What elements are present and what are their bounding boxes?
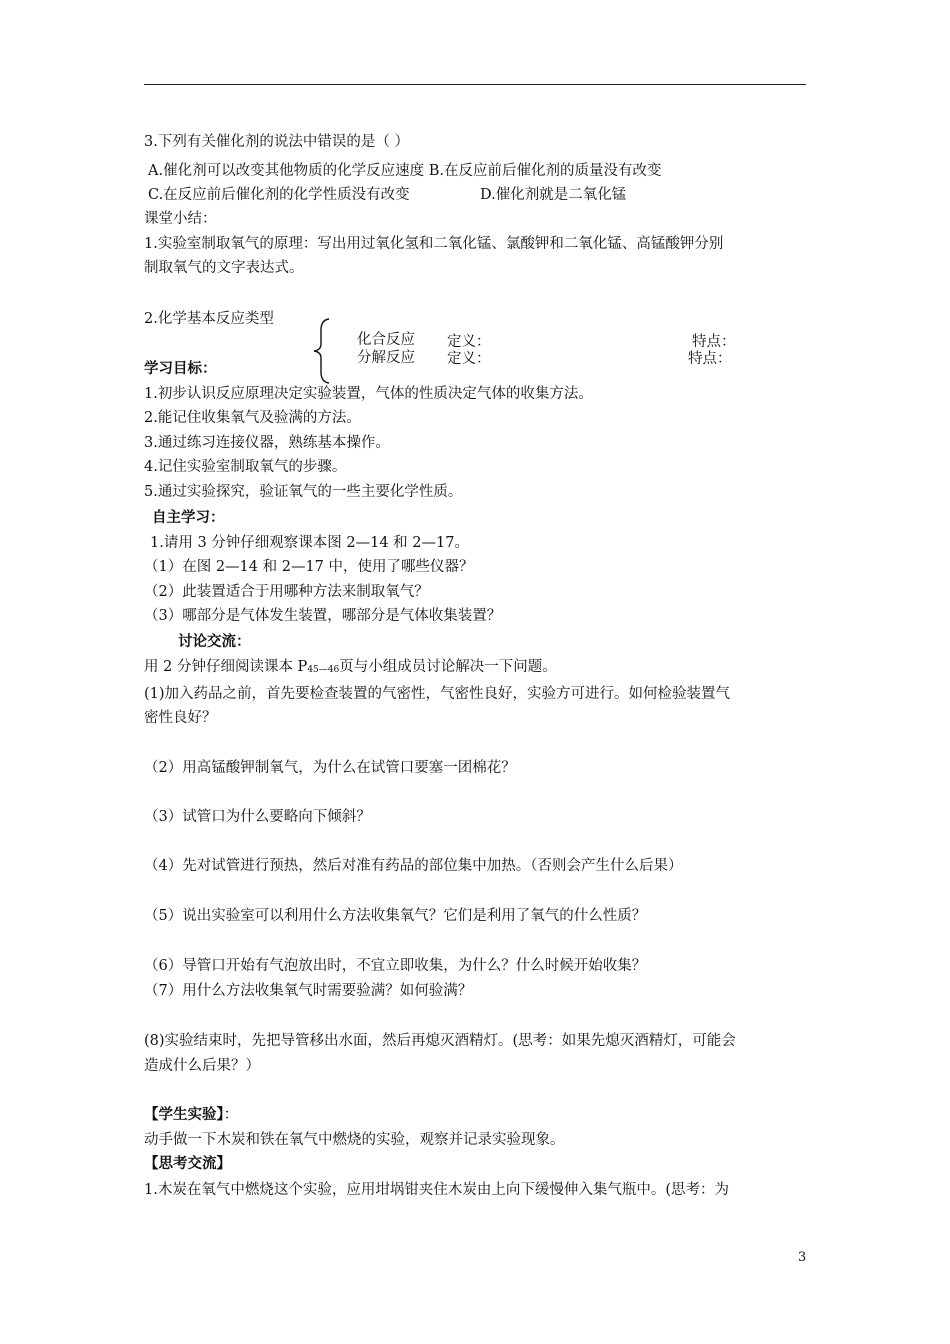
header-rule xyxy=(144,84,806,85)
self-study-item: 1.请用 3 分钟仔细观察课本图 2—14 和 2—17。 xyxy=(150,535,469,551)
q3-options-ab: A.催化剂可以改变其他物质的化学反应速度 B.在反应前后催化剂的质量没有改变 xyxy=(148,163,662,179)
decomposition-definition: 定义： xyxy=(447,351,491,367)
summary-item1-line2: 制取氧气的文字表达式。 xyxy=(144,260,304,276)
combination-feature: 特点： xyxy=(692,334,736,350)
discussion-q5: （5）说出实验室可以利用什么方法收集氧气？它们是利用了氧气的什么性质？ xyxy=(144,908,647,924)
discussion-intro-pages: 45—46 xyxy=(307,665,340,675)
combination-definition: 定义： xyxy=(447,334,491,350)
summary-heading: 课堂小结： xyxy=(144,211,217,227)
discussion-q4: （4）先对试管进行预热，然后对准有药品的部位集中加热。（否则会产生什么后果） xyxy=(144,858,683,874)
self-study-heading: 自主学习： xyxy=(152,509,225,526)
curly-brace-icon xyxy=(312,318,332,384)
discussion-q8-line2: 造成什么后果？） xyxy=(144,1058,260,1074)
student-experiment-text: 动手做一下木炭和铁在氧气中燃烧的实验，观察并记录实验现象。 xyxy=(144,1132,565,1148)
discussion-intro xyxy=(144,657,557,680)
combination-reaction: 化合反应 xyxy=(357,332,415,348)
discussion-q2: （2）用高锰酸钾制氧气，为什么在试管口要塞一团棉花？ xyxy=(144,760,516,776)
discussion-intro-post: 页与小组成员讨论解决一下问题。 xyxy=(339,659,557,675)
decomposition-feature: 特点： xyxy=(688,351,732,367)
think-item1: 1.木炭在氧气中燃烧这个实验，应用坩埚钳夹住木炭由上向下缓慢伸入集气瓶中。(思考：为 xyxy=(144,1182,729,1198)
think-heading: 【思考交流】 xyxy=(144,1155,231,1172)
summary-item1-line1: 1.实验室制取氧气的原理：写出用过氧化氢和二氧化锰、氯酸钾和二氧化锰、高锰酸钾分别 xyxy=(144,236,724,252)
q3-stem: 3.下列有关催化剂的说法中错误的是（ ） xyxy=(144,134,409,150)
goal-item: 1.初步认识反应原理决定实验装置，气体的性质决定气体的收集方法。 xyxy=(144,386,593,402)
goal-item: 4.记住实验室制取氧气的步骤。 xyxy=(144,459,347,475)
summary-item2: 2.化学基本反应类型 xyxy=(144,311,274,327)
decomposition-reaction: 分解反应 xyxy=(357,350,415,366)
discussion-q1-line1: (1)加入药品之前，首先要检查装置的气密性，气密性良好，实验方可进行。如何检验装置气 xyxy=(144,686,731,702)
student-experiment-heading-row xyxy=(144,1105,238,1125)
q3-option-d: D.催化剂就是二氧化锰 xyxy=(480,187,627,203)
discussion-q8-line1: (8)实验结束时，先把导管移出水面，然后再熄灭酒精灯。(思考：如果先熄灭酒精灯，可能会 xyxy=(144,1033,736,1049)
goals-heading: 学习目标： xyxy=(144,360,217,377)
student-experiment-colon: ： xyxy=(223,1107,239,1123)
discussion-heading: 讨论交流： xyxy=(178,633,251,650)
discussion-q1-line2: 密性良好？ xyxy=(144,710,217,726)
discussion-q7: （7）用什么方法收集氧气时需要验满？如何验满？ xyxy=(144,983,473,999)
page-number: 3 xyxy=(798,1250,807,1265)
self-study-item: （1）在图 2—14 和 2—17 中，使用了哪些仪器？ xyxy=(144,559,474,575)
q3-option-c: C.在反应前后催化剂的化学性质没有改变 xyxy=(148,187,410,203)
student-experiment-heading: 【学生实验】 xyxy=(144,1106,224,1123)
goal-item: 5.通过实验探究，验证氧气的一些主要化学性质。 xyxy=(144,484,463,500)
goal-item: 2.能记住收集氧气及验满的方法。 xyxy=(144,410,361,426)
discussion-q6: （6）导管口开始有气泡放出时，不宜立即收集，为什么？什么时候开始收集？ xyxy=(144,958,647,974)
goal-item: 3.通过练习连接仪器，熟练基本操作。 xyxy=(144,435,390,451)
self-study-item: （3）哪部分是气体发生装置，哪部分是气体收集装置？ xyxy=(144,608,502,624)
discussion-intro-pre: 用 2 分钟仔细阅读课本 P xyxy=(144,659,308,675)
discussion-q3: （3）试管口为什么要略向下倾斜？ xyxy=(144,809,371,825)
self-study-item: （2）此装置适合于用哪种方法来制取氧气？ xyxy=(144,584,429,600)
